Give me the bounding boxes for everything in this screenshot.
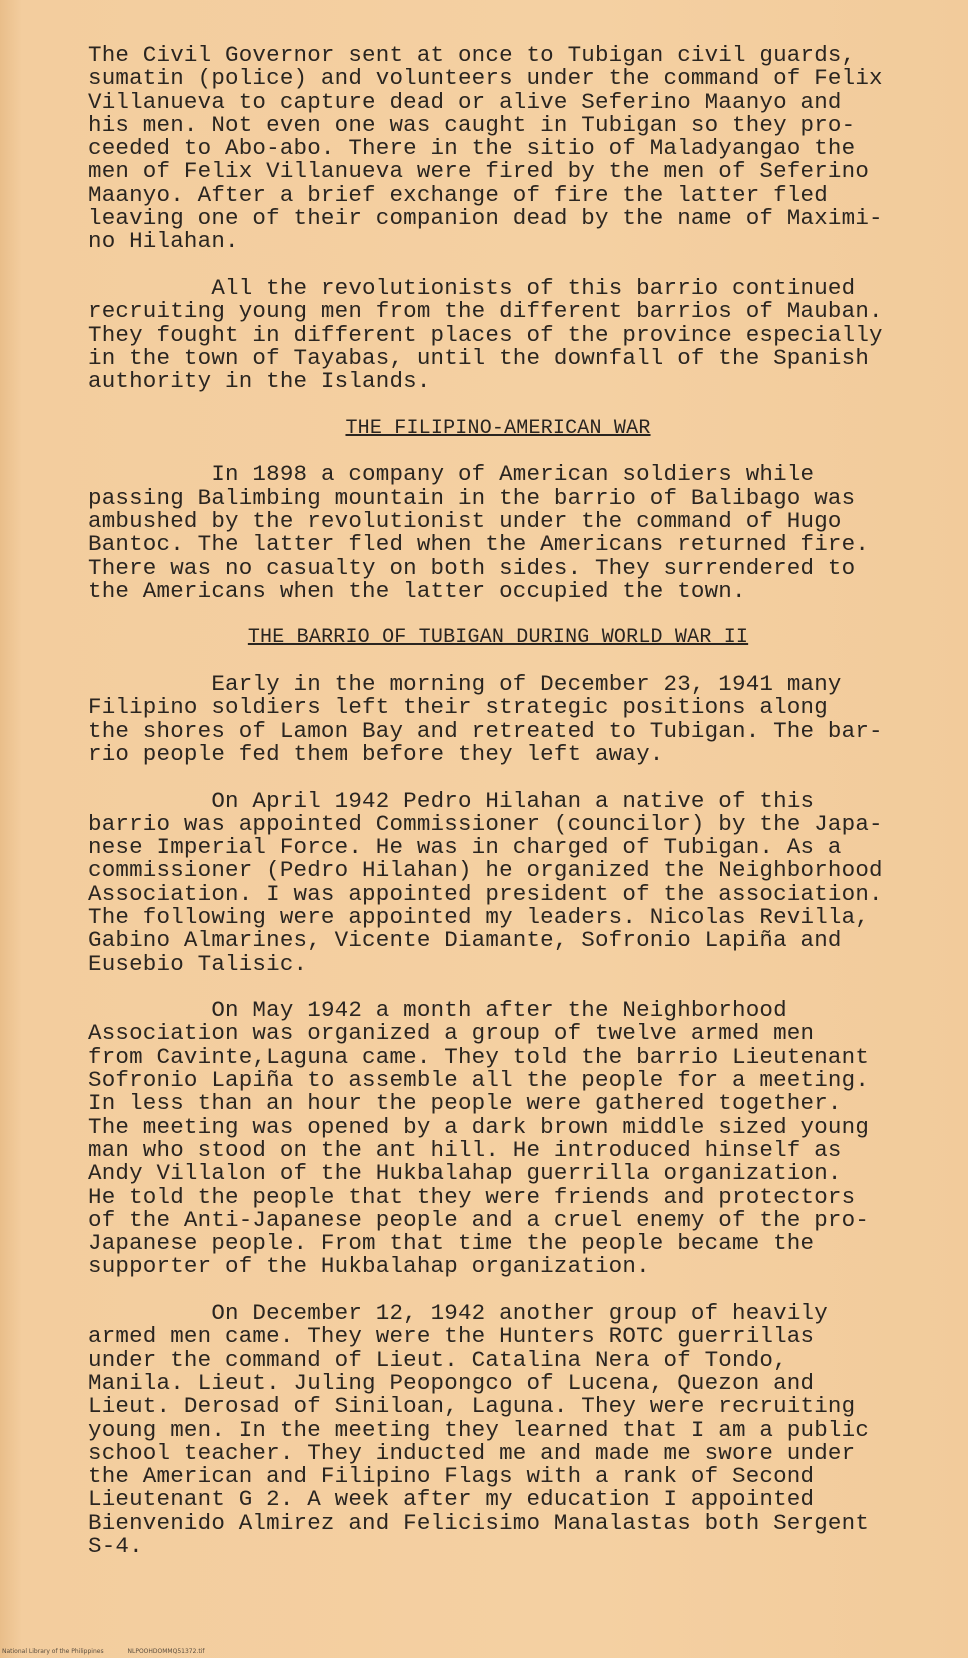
paragraph-december-1942: On December 12, 1942 another group of heavily armed men came. They were the Hunters ROTC guerrillas under the command of Lieut. Catalina Nera of Tondo, Manila. Lieut. Juling Peopongco of Lucena, Quezon and Lieut. Derosad of Siniloan, Laguna. They were recruiting young men. In the meeting they learned that I am a public school teacher. They inducted me and made me swore under the American and Filipino Flags with a rank of Second Lieutenant G 2. A week after my education I appointed Bienvenido Almirez and Felicisimo Manalastas both Sergent S-4. [88, 1300, 870, 1559]
paragraph-may-1942: On May 1942 a month after the Neighborhood Association was organized a group of twelve armed men from Cavinte,Laguna came. They told the barrio Lieutenant Sofronio Lapiña to assemble all the people for a meeting. In less than an hour the people were gathered together. The meeting was opened by a dark brown middle sized young man who stood on the ant hill. He introduced hinself as Andy Villalon of the Hukbalahap guerrilla organization. He told the people that they were friends and protectors of the Anti-Japanese people and a cruel enemy of the pro- Japanese people. From that time the people became the supporter of the Hukbalahap organization. [88, 997, 870, 1280]
paragraph-civil-governor: The Civil Governor sent at once to Tubigan civil guards, sumatin (police) and volunteers under the command of Felix Villanueva to capture dead or alive Seferino Maanyo and his men. Not even one was caught in Tubigan so they pro- ceeded to Abo-abo. There in the sitio of Maladyangao the men of Felix Villanueva were fired by the men of Seferino Maanyo. After a brief exchange of fire the latter fled leaving one of their companion dead by the name of Maximi- no Hilahan. [88, 42, 883, 255]
paragraph-revolutionists: All the revolutionists of this barrio continued recruiting young men from the different barrios of Mauban. They fought in different places of the province especially in the town of Tayabas, until the downfall of the Spanish authority in the Islands. [88, 274, 883, 395]
footer-filename: NLPOOHDOMMQ51372.tif [127, 1648, 205, 1655]
heading-world-war-ii: THE BARRIO OF TUBIGAN DURING WORLD WAR II [247, 626, 749, 650]
paragraph-1898-ambush: In 1898 a company of American soldiers while passing Balimbing mountain in the barrio of Balibago was ambushed by the revolutionist under the command of Hugo Bantoc. The latter fled when the Americans returned fire. There was no casualty on both sides. They surrendered to the Americans when the latter occupied the town. [88, 461, 870, 604]
paragraph-december-1941: Early in the morning of December 23, 1941 many Filipino soldiers left their strategic positions along the shores of Lamon Bay and retreated to Tubigan. The bar- rio people fed them before they left away. [88, 671, 883, 767]
document-body [88, 44, 908, 1582]
footer-library: National Library of the Philippines [2, 1648, 104, 1655]
paragraph-april-1942: On April 1942 Pedro Hilahan a native of this barrio was appointed Commissioner (councilor) by the Japa- nese Imperial Force. He was in charged of Tubigan. As a commissioner (Pedro Hilahan) he organized the Neighborhood Association. I was appointed president of the association. The following were appointed my leaders. Nicolas Revilla, Gabino Almarines, Vicente Diamante, Sofronio Lapiña and Eusebio Talisic. [88, 787, 883, 977]
scan-footer [2, 1648, 226, 1655]
heading-filipino-american-war: THE FILIPINO-AMERICAN WAR [345, 416, 651, 440]
